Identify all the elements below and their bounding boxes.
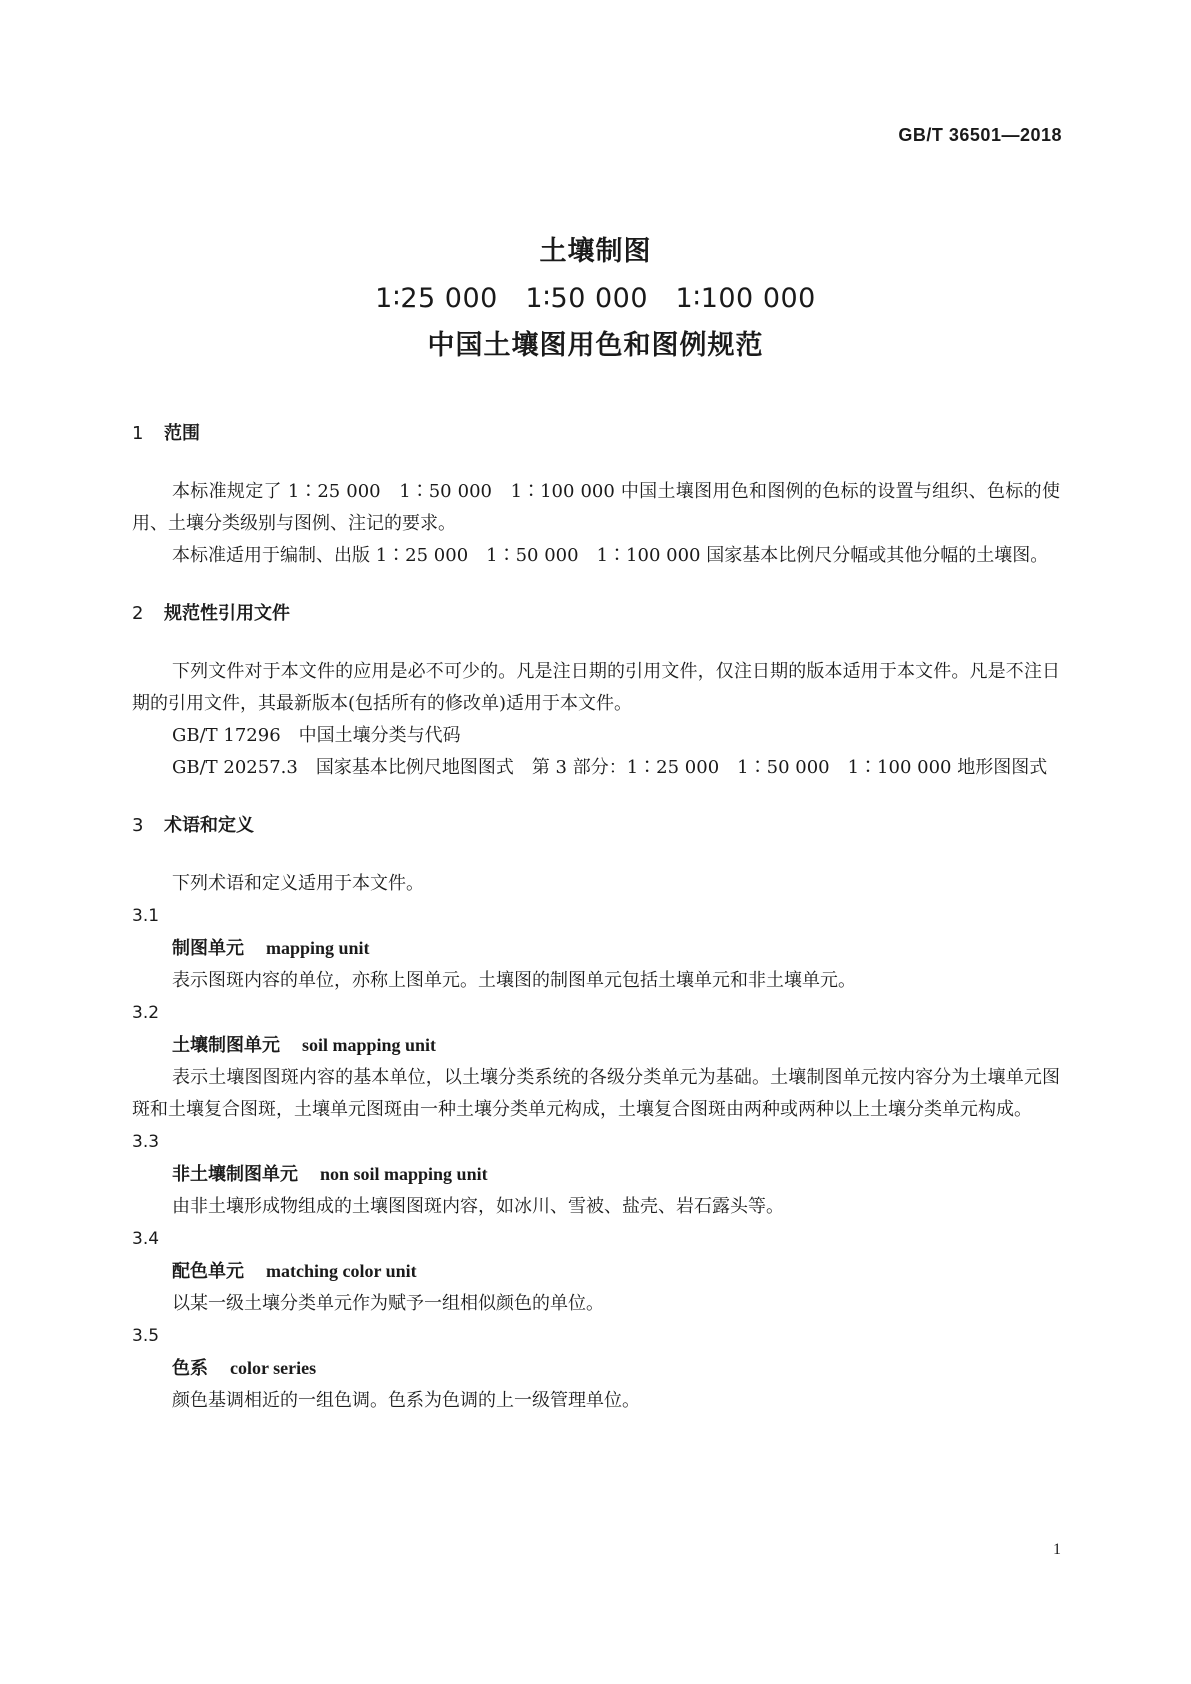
section-2-heading: [132, 598, 1060, 630]
term-definition: 表示土壤图图斑内容的基本单位，以土壤分类系统的各级分类单元为基础。土壤制图单元按内容分为土壤单元图斑和土壤复合图斑，土壤单元图斑由一种土壤分类单元构成，土壤复合图斑由两种或两种以上土壤分类单元构成。: [132, 1067, 1060, 1120]
paragraph: 下列术语和定义适用于本文件。: [172, 873, 424, 894]
term-number: 3.1: [132, 906, 160, 926]
section-1-heading: [132, 418, 1060, 450]
term-entry: [132, 1126, 1060, 1223]
term-definition: 由非土壤形成物组成的土壤图图斑内容，如冰川、雪被、盐壳、岩石露头等。: [172, 1196, 784, 1217]
term-definition: 表示图斑内容的单位，亦称上图单元。土壤图的制图单元包括土壤单元和非土壤单元。: [172, 970, 856, 991]
term-number: 3.2: [132, 1003, 160, 1023]
section-title: 范围: [164, 423, 200, 444]
title-line-3: 中国土壤图用色和图例规范: [427, 330, 764, 361]
document-body: [132, 418, 1060, 1417]
paragraph: 本标准规定了 1∶25 000 1∶50 000 1∶100 000 中国土壤图用色和图例的色标的设置与组织、色标的使用、土壤分类级别与图例、注记的要求。: [132, 481, 1060, 534]
title-line-1: 土壤制图: [539, 236, 652, 267]
term-name: [132, 932, 1060, 965]
term-number: 3.4: [132, 1229, 160, 1249]
page-number: 1: [1053, 1541, 1061, 1558]
term-number: 3.5: [132, 1326, 160, 1346]
document-title: [0, 228, 1191, 369]
term-name: [132, 1255, 1060, 1288]
term-english: matching color unit: [266, 1261, 417, 1281]
term-english: non soil mapping unit: [320, 1164, 488, 1184]
term-english: soil mapping unit: [302, 1035, 437, 1055]
term-chinese: 非土壤制图单元: [172, 1164, 298, 1185]
term-definition: 颜色基调相近的一组色调。色系为色调的上一级管理单位。: [172, 1390, 640, 1411]
title-line-scales: 1∶25 000 1∶50 000 1∶100 000: [375, 283, 816, 314]
term-entry: [132, 1320, 1060, 1417]
term-chinese: 配色单元: [172, 1261, 244, 1282]
term-definition: 以某一级土壤分类单元作为赋予一组相似颜色的单位。: [172, 1293, 604, 1314]
section-title: 术语和定义: [164, 815, 254, 836]
term-name: [132, 1029, 1060, 1062]
section-number: 1: [132, 423, 144, 444]
term-entry: [132, 900, 1060, 997]
section-number: 3: [132, 815, 144, 836]
normative-reference: GB/T 17296 中国土壤分类与代码: [172, 725, 461, 746]
section-title: 规范性引用文件: [164, 603, 290, 624]
term-chinese: 土壤制图单元: [172, 1035, 280, 1056]
term-english: color series: [230, 1358, 317, 1378]
standard-code: GB/T 36501—2018: [898, 125, 1062, 145]
paragraph: 本标准适用于编制、出版 1∶25 000 1∶50 000 1∶100 000 国家基本比例尺分幅或其他分幅的土壤图。: [172, 545, 1049, 566]
term-number: 3.3: [132, 1132, 160, 1152]
section-3-heading: [132, 810, 1060, 842]
term-chinese: 色系: [172, 1358, 208, 1379]
term-name: [132, 1158, 1060, 1191]
term-entry: [132, 997, 1060, 1126]
term-entry: [132, 1223, 1060, 1320]
term-english: mapping unit: [266, 938, 370, 958]
section-number: 2: [132, 603, 144, 624]
term-chinese: 制图单元: [172, 938, 244, 959]
normative-reference: GB/T 20257.3 国家基本比例尺地图图式 第 3 部分：1∶25 000 1∶50 000 1∶100 000 地形图图式: [172, 757, 1048, 778]
term-name: [132, 1352, 1060, 1385]
paragraph: 下列文件对于本文件的应用是必不可少的。凡是注日期的引用文件，仅注日期的版本适用于本文件。凡是不注日期的引用文件，其最新版本(包括所有的修改单)适用于本文件。: [132, 661, 1060, 714]
